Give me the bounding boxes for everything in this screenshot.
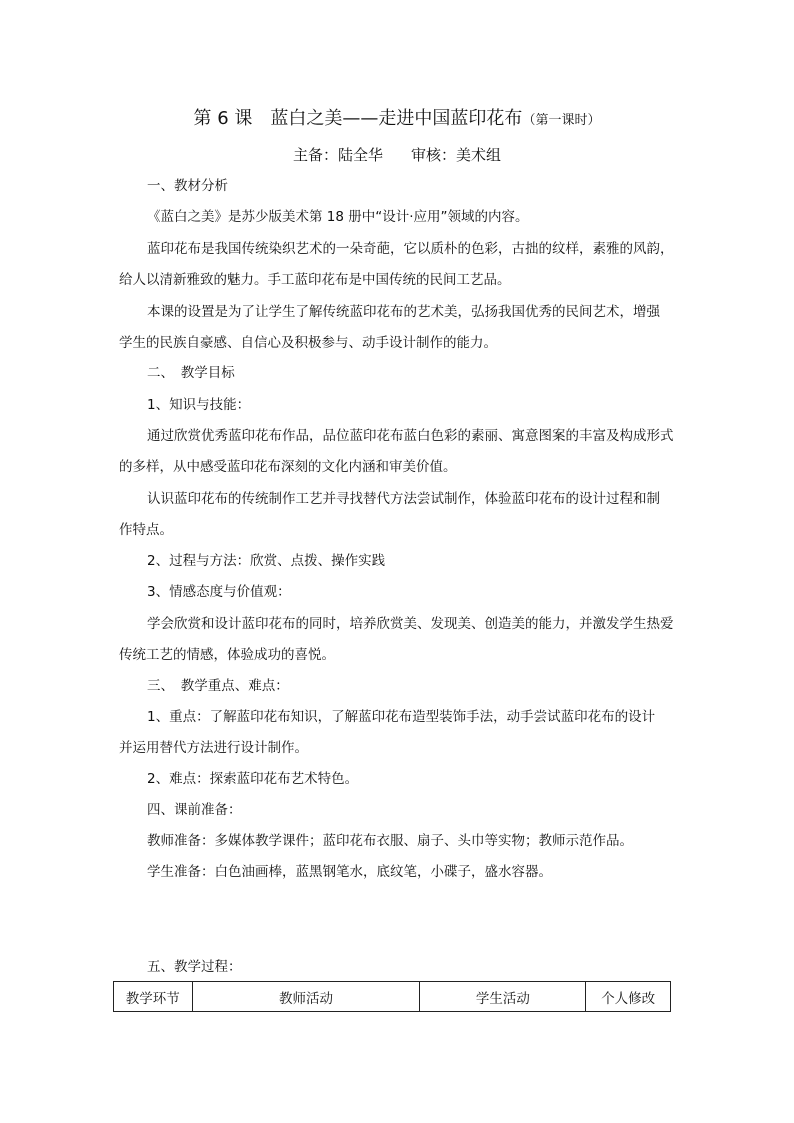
paragraph-line: 《蓝白之美》是苏少版美术第 18 册中“设计·应用”领域的内容。 xyxy=(147,209,529,225)
author: 主备：陆全华 xyxy=(292,146,383,164)
paragraph-line: 蓝印花布是我国传统染织艺术的一朵奇葩，它以质朴的色彩，古拙的纹样，素雅的风韵， xyxy=(147,241,674,257)
section-heading-process: 五、教学过程： xyxy=(147,959,242,975)
lesson-period-note: （第一课时） xyxy=(522,113,601,128)
table-header-cell: 教学环节 xyxy=(114,982,193,1012)
table-header-cell: 教师活动 xyxy=(192,982,420,1012)
section-heading-analysis: 一、教材分析 xyxy=(147,178,228,194)
section-heading-goals: 二、 教学目标 xyxy=(147,365,235,381)
paragraph-line: 的多样，从中感受蓝印花布深刻的文化内涵和审美价值。 xyxy=(119,459,457,475)
subheading: 2、过程与方法：欣赏、点拨、操作实践 xyxy=(147,553,386,569)
paragraph-line: 2、难点：探索蓝印花布艺术特色。 xyxy=(147,771,359,787)
paragraph-line: 学生准备：白色油画棒，蓝黑钢笔水，底纹笔，小碟子，盛水容器。 xyxy=(147,864,552,880)
table-header-row xyxy=(114,982,671,1012)
paragraph-line: 1、重点：了解蓝印花布知识，了解蓝印花布造型装饰手法，动手尝试蓝印花布的设计 xyxy=(147,709,656,725)
paragraph-line: 作特点。 xyxy=(119,522,173,538)
paragraph-line: 并运用替代方法进行设计制作。 xyxy=(119,740,308,756)
paragraph-line: 学会欣赏和设计蓝印花布的同时，培养欣赏美、发现美、创造美的能力，并激发学生热爱 xyxy=(147,616,674,632)
paragraph-line: 传统工艺的情感，体验成功的喜悦。 xyxy=(119,647,335,663)
paragraph-line: 本课的设置是为了让学生了解传统蓝印花布的艺术美，弘扬我国优秀的民间艺术，增强 xyxy=(147,304,660,320)
teaching-process-table xyxy=(113,981,671,1012)
table-header-cell: 学生活动 xyxy=(420,982,586,1012)
paragraph-line: 学生的民族自豪感、自信心及积极参与、动手设计制作的能力。 xyxy=(119,335,497,351)
author-line xyxy=(0,145,794,165)
paragraph-line: 给人以清新雅致的魅力。手工蓝印花布是中国传统的民间工艺品。 xyxy=(119,272,511,288)
subheading: 1、知识与技能： xyxy=(147,397,251,413)
section-heading-keypoints: 三、 教学重点、难点： xyxy=(147,678,289,694)
subheading: 3、情感态度与价值观： xyxy=(147,584,291,600)
section-heading-preparation: 四、课前准备： xyxy=(147,802,242,818)
table-header-cell: 个人修改 xyxy=(586,982,671,1012)
paragraph-line: 教师准备：多媒体教学课件；蓝印花布衣服、扇子、头巾等实物；教师示范作品。 xyxy=(147,833,633,849)
lesson-title xyxy=(0,107,794,133)
paragraph-line: 认识蓝印花布的传统制作工艺并寻找替代方法尝试制作，体验蓝印花布的设计过程和制 xyxy=(147,491,660,507)
paragraph-line: 通过欣赏优秀蓝印花布作品，品位蓝印花布蓝白色彩的素丽、寓意图案的丰富及构成形式 xyxy=(147,428,674,444)
lesson-title-main: 第 6 课 蓝白之美——走进中国蓝印花布 xyxy=(193,108,523,129)
reviewer: 审核：美术组 xyxy=(411,146,502,164)
